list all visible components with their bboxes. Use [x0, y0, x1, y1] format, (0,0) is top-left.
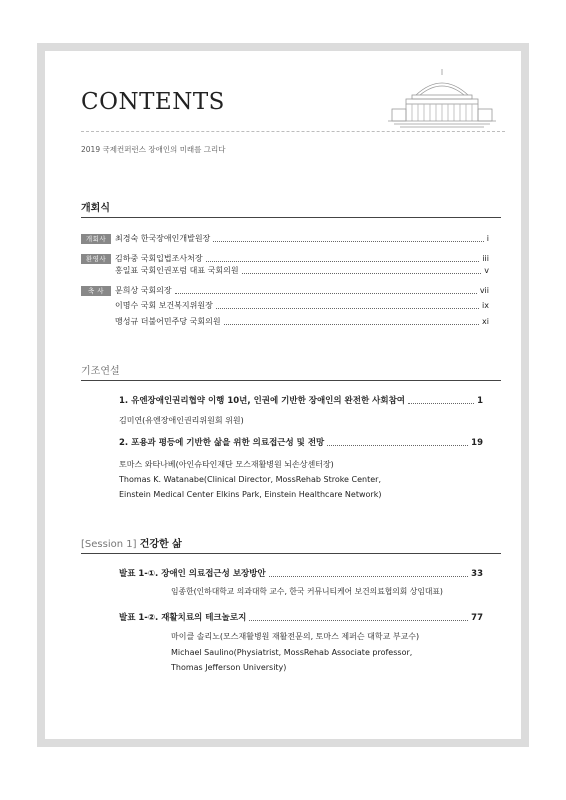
dot-leader [242, 273, 482, 274]
page-number: vii [479, 286, 489, 295]
toc-entry[interactable] [81, 285, 489, 297]
speaker-line: 김미연(유엔장애인권리위원회 위원) [119, 416, 244, 425]
page-number: xi [482, 317, 489, 326]
dot-leader [175, 293, 477, 294]
toc-entry[interactable] [81, 316, 489, 328]
role-badge-blank [81, 266, 111, 276]
role-badge-blank [81, 301, 111, 311]
section-heading-session1 [81, 535, 501, 554]
dot-leader [206, 261, 480, 262]
dot-leader [408, 403, 474, 404]
toc-entry-text: 맹성규 더불어민주당 국회의원 [115, 317, 221, 326]
section-heading-keynote: 기조연설 [81, 362, 501, 381]
speaker-line: Thomas Jefferson University) [171, 663, 287, 672]
toc-entry-text: 김하중 국회입법조사처장 [115, 254, 203, 263]
toc-entry-title: 1. 유엔장애인권리협약 이행 10년, 인권에 기반한 장애인의 완전한 사회참여 [119, 396, 405, 406]
page-number: iii [482, 254, 489, 263]
section-heading-opening: 개회식 [81, 199, 501, 218]
dot-leader [249, 620, 468, 621]
speaker-line: 마이클 솔리노(모스재활병원 재활전문의, 토마스 제퍼슨 대학교 부교수) [171, 632, 420, 641]
page-number: i [486, 234, 489, 243]
dot-leader [224, 324, 479, 325]
page-number: ix [482, 301, 489, 310]
toc-entry-title: 2. 포용과 평등에 기반한 삶을 위한 의료접근성 및 전망 [119, 438, 325, 448]
page-number: 1 [477, 396, 483, 406]
toc-entry[interactable] [119, 568, 483, 580]
toc-entry[interactable] [81, 265, 489, 277]
toc-entry[interactable] [81, 233, 489, 245]
toc-entry-text: 최경숙 한국장애인개발원장 [115, 234, 211, 243]
session-name: 건강한 삶 [139, 539, 182, 550]
toc-entry-text: 문희상 국회의장 [115, 286, 172, 295]
toc-entry-text: 홍일표 국회인권포럼 대표 국회의원 [115, 266, 239, 275]
toc-entry[interactable] [119, 395, 483, 407]
role-badge: 축 사 [81, 286, 111, 296]
toc-entry[interactable] [119, 612, 483, 624]
speaker-line: Thomas K. Watanabe(Clinical Director, MossRehab Stroke Center, [119, 475, 381, 484]
title-divider [81, 131, 505, 132]
document-page [45, 51, 521, 739]
toc-entry[interactable] [81, 253, 489, 265]
page-number: 19 [471, 438, 483, 448]
toc-entry[interactable] [119, 437, 483, 449]
speaker-line: Michael Saulino(Physiatrist, MossRehab Associate professor, [171, 648, 413, 657]
role-badge: 개회사 [81, 234, 111, 244]
dot-leader [327, 445, 468, 446]
page-number: 33 [471, 569, 483, 579]
page-number: v [484, 266, 489, 275]
toc-entry-text: 이명수 국회 보건복지위원장 [115, 301, 213, 310]
toc-entry-title: 발표 1-②. 재활치료의 테크놀로지 [119, 613, 247, 623]
session-tag: [Session 1] [81, 539, 137, 550]
page-number: 77 [471, 613, 483, 623]
speaker-line: Einstein Medical Center Elkins Park, Einstein Healthcare Network) [119, 490, 382, 499]
role-badge-blank [81, 317, 111, 327]
role-badge: 환영사 [81, 254, 111, 264]
speaker-line: 토마스 와타나베(아인슈타인재단 모스재활병원 뇌손상센터장) [119, 460, 334, 469]
page-subtitle: 2019 국제컨퍼런스 장애인의 미래를 그리다 [81, 145, 226, 154]
speaker-line: 임종한(인하대학교 의과대학 교수, 한국 커뮤니티케어 보건의료협의회 상임대표) [171, 587, 443, 596]
dot-leader [213, 241, 483, 242]
dot-leader [216, 308, 479, 309]
national-assembly-building-illustration [388, 65, 496, 135]
dot-leader [269, 576, 468, 577]
toc-entry[interactable] [81, 300, 489, 312]
page-title: CONTENTS [81, 89, 225, 115]
toc-entry-title: 발표 1-①. 장애인 의료접근성 보장방안 [119, 569, 266, 579]
